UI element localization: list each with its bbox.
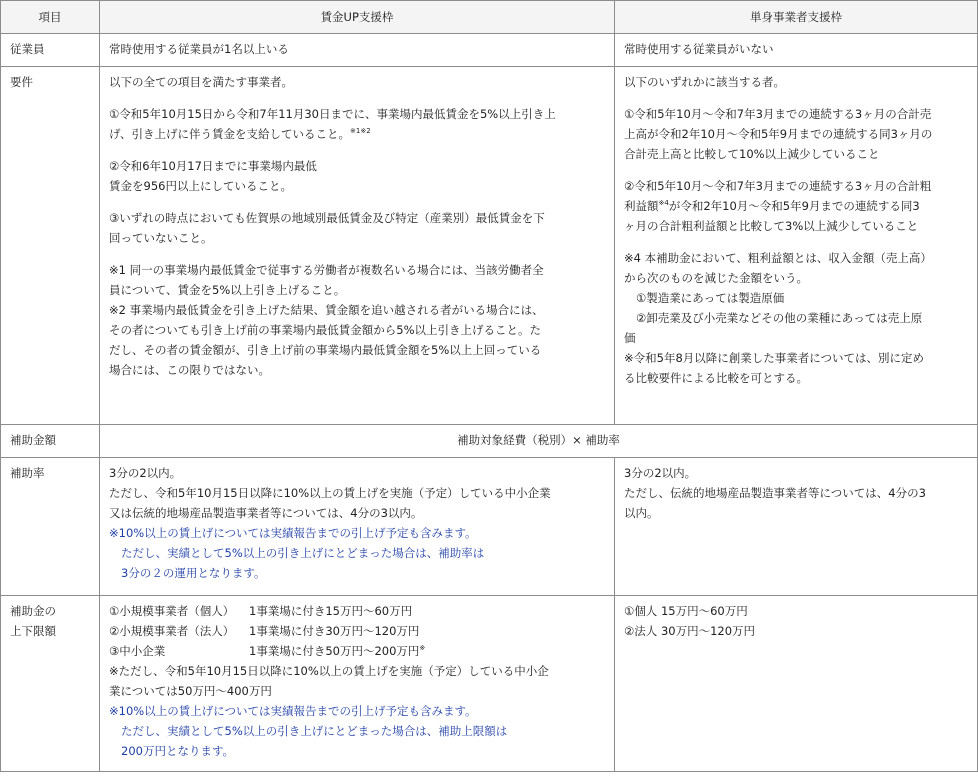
req-solo-item2-line1: ②令和5年10月～令和7年3月までの連続する3ヶ月の合計粗 xyxy=(624,179,932,193)
req-solo-note4-item2-line1: ②卸売業及び小売業などその他の業種にあっては売上原 xyxy=(636,311,923,325)
req-wage-item1-line2 xyxy=(109,124,605,144)
limits-wage-blue2: ただし、実績として5%以上の引き上げにとどまった場合は、補助上限額は xyxy=(121,724,508,738)
amount-row xyxy=(1,425,978,458)
requirements-label: 要件 xyxy=(1,67,100,425)
requirements-solo xyxy=(615,67,978,425)
limits-label xyxy=(1,596,100,772)
rate-wage-blue1: ※10%以上の賃上げについては実績報告までの引上げ予定も含みます。 xyxy=(109,526,477,540)
limits-wage-row1-val: 1事業場に付き15万円～60万円 xyxy=(249,604,413,618)
req-solo-note4-item2-line2: 価 xyxy=(624,331,636,345)
amount-formula: 補助対象経費（税別）× 補助率 xyxy=(100,425,978,458)
rate-row xyxy=(1,458,978,596)
limits-row xyxy=(1,596,978,772)
limits-wage-row1-cat: ①小規模事業者（個人） xyxy=(109,604,235,618)
req-wage-item2-line1: ②令和6年10月17日までに事業場内最低 xyxy=(109,159,317,173)
amount-label: 補助金額 xyxy=(1,425,100,458)
employees-label: 従業員 xyxy=(1,34,100,67)
req-wage-note1-line2: 員について、賃金を5%以上引き上げること。 xyxy=(109,283,346,297)
rate-wage-line1: 3分の2以内。 xyxy=(109,466,182,480)
req-solo-item2-line2 xyxy=(624,196,968,216)
req-solo-note5-line1: ※令和5年8月以降に創業した事業者については、別に定め xyxy=(624,351,925,365)
rate-solo-line2: ただし、伝統的地場産品製造事業者等については、4分の3 xyxy=(624,486,926,500)
rate-solo xyxy=(615,458,978,596)
header-item: 項目 xyxy=(1,1,100,34)
employees-wage: 常時使用する従業員が1名以上いる xyxy=(100,34,615,67)
rate-solo-line1: 3分の2以内。 xyxy=(624,466,697,480)
req-wage-item1-line1: ①令和5年10月15日から令和7年11月30日までに、事業場内最低賃金を5%以上引き上 xyxy=(109,107,556,121)
req-wage-item1-sup: ※1※2 xyxy=(350,127,371,136)
req-wage-note2-line3: だし、その者の賃金額が、引き上げ前の事業場内最低賃金額を5%以上上回っている xyxy=(109,343,542,357)
limits-label-line2: 上下限額 xyxy=(10,624,56,638)
rate-wage-blue2: ただし、実績として5%以上の引き上げにとどまった場合は、補助率は xyxy=(121,546,485,560)
header-solo-business-frame: 単身事業者支援枠 xyxy=(615,1,978,34)
req-solo-item1-line2: 上高が令和2年10月～令和5年9月までの連続する同3ヶ月の xyxy=(624,127,933,141)
limits-wage-row2 xyxy=(109,621,605,641)
req-wage-note2-line4: 場合には、この限りではない。 xyxy=(109,363,270,377)
limits-solo xyxy=(615,596,978,772)
req-wage-item2-line2: 賃金を956円以上にしていること。 xyxy=(109,179,292,193)
rate-wage-line2: ただし、令和5年10月15日以降に10%以上の賃上げを実施（予定）している中小企業 xyxy=(109,486,551,500)
limits-wage-row3-sup: ※ xyxy=(419,644,426,653)
limits-solo-line2: ②法人 30万円～120万円 xyxy=(624,624,756,638)
limits-wage xyxy=(100,596,615,772)
requirements-row xyxy=(1,67,978,425)
employees-row xyxy=(1,34,978,67)
employees-solo: 常時使用する従業員がいない xyxy=(615,34,978,67)
limits-wage-note-line1: ※ただし、令和5年10月15日以降に10%以上の賃上げを実施（予定）している中小企 xyxy=(109,664,549,678)
req-wage-item3-line1: ③いずれの時点においても佐賀県の地域別最低賃金及び特定（産業別）最低賃金を下 xyxy=(109,211,545,225)
rate-label: 補助率 xyxy=(1,458,100,596)
limits-wage-note-line2: 業については50万円～400万円 xyxy=(109,684,272,698)
header-row xyxy=(1,1,978,34)
rate-wage-blue3: 3分の２の運用となります。 xyxy=(121,566,266,580)
limits-wage-row2-val: 1事業場に付き30万円～120万円 xyxy=(249,624,420,638)
req-solo-item2-text-b: が令和2年10月～令和5年9月までの連続する同3 xyxy=(668,199,920,213)
req-wage-item1-text: げ、引き上げに伴う賃金を支給していること。 xyxy=(109,127,351,141)
limits-wage-row3-val: 1事業場に付き50万円～200万円 xyxy=(249,644,420,658)
limits-wage-row3 xyxy=(109,641,605,661)
limits-wage-row2-cat: ②小規模事業者（法人） xyxy=(109,624,235,638)
req-solo-item1-line1: ①令和5年10月～令和7年3月までの連続する3ヶ月の合計売 xyxy=(624,107,932,121)
req-wage-item3-line2: 回っていないこと。 xyxy=(109,231,213,245)
header-wage-up-frame: 賃金UP支援枠 xyxy=(100,1,615,34)
limits-wage-row3-cat: ③中小企業 xyxy=(109,644,166,658)
req-solo-item2-text-a: 利益額 xyxy=(624,199,659,213)
req-solo-item2-line3: ヶ月の合計粗利益額と比較して3%以上減少していること xyxy=(624,219,919,233)
limits-wage-blue1: ※10%以上の賃上げについては実績報告までの引上げ予定も含みます。 xyxy=(109,704,477,718)
req-solo-note4-item1: ①製造業にあっては製造原価 xyxy=(636,291,785,305)
req-solo-item2-sup: ※4 xyxy=(658,199,669,208)
req-solo-note4-line2: から次のものを減じた金額をいう。 xyxy=(624,271,808,285)
req-solo-note4-line1: ※4 本補助金において、粗利益額とは、収入金額（売上高） xyxy=(624,251,932,265)
rate-wage xyxy=(100,458,615,596)
limits-label-line1: 補助金の xyxy=(10,604,56,618)
limits-solo-line1: ①個人 15万円～60万円 xyxy=(624,604,748,618)
limits-wage-row1 xyxy=(109,601,605,621)
req-wage-note1-line1: ※1 同一の事業場内最低賃金で従事する労働者が複数名いる場合には、当該労働者全 xyxy=(109,263,544,277)
req-wage-note2-line2: その者についても引き上げ前の事業場内最低賃金額から5%以上引き上げること。た xyxy=(109,323,542,337)
req-solo-note5-line2: る比較要件による比較を可とする。 xyxy=(624,371,808,385)
requirements-wage xyxy=(100,67,615,425)
limits-wage-blue3: 200万円となります。 xyxy=(121,744,235,758)
rate-wage-line3: 又は伝統的地場産品製造事業者等については、4分の3以内。 xyxy=(109,506,423,520)
req-solo-intro: 以下のいずれかに該当する者。 xyxy=(624,75,785,89)
req-wage-note2-line1: ※2 事業場内最低賃金を引き上げた結果、賃金額を追い越される者がいる場合には、 xyxy=(109,303,544,317)
req-solo-item1-line3: 合計売上高と比較して10%以上減少していること xyxy=(624,147,880,161)
rate-solo-line3: 以内。 xyxy=(624,506,659,520)
req-wage-intro: 以下の全ての項目を満たす事業者。 xyxy=(109,75,293,89)
